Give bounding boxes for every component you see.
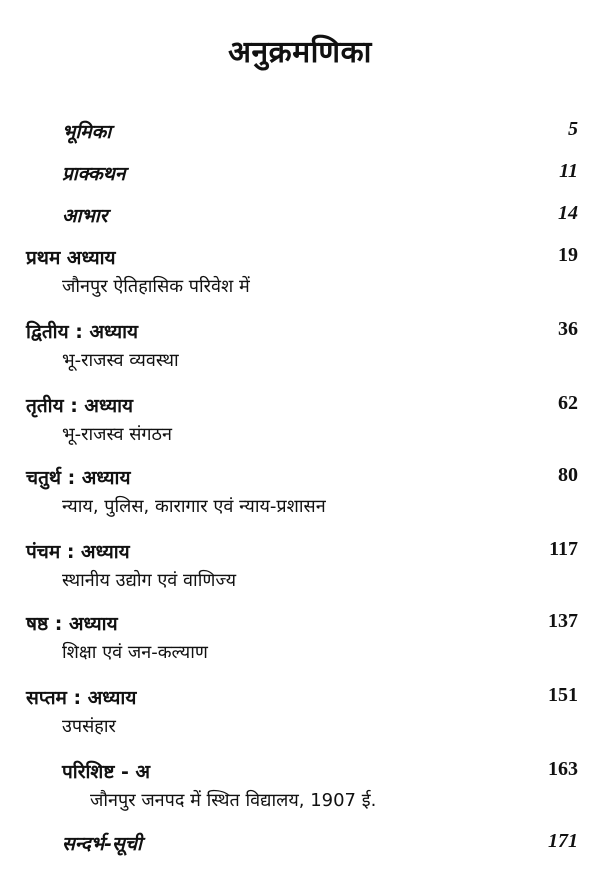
- chapter-subtitle-row: [0, 348, 600, 374]
- chapter-label: पंचम : अध्याय: [26, 541, 130, 563]
- chapter-subtitle: भू-राजस्व संगठन: [62, 424, 173, 445]
- toc-chapter-4: [0, 464, 600, 490]
- entry-page: 5: [568, 118, 578, 140]
- chapter-page: 151: [548, 684, 578, 706]
- toc-entry-bhumika: [0, 118, 600, 144]
- chapter-subtitle: उपसंहार: [62, 716, 116, 737]
- chapter-subtitle-row: [0, 640, 600, 666]
- chapter-subtitle-row: [0, 494, 600, 520]
- entry-label: भूमिका: [62, 121, 112, 143]
- chapter-subtitle: स्थानीय उद्योग एवं वाणिज्य: [62, 570, 237, 591]
- appendix-page: 163: [548, 758, 578, 780]
- entry-page: 11: [559, 160, 578, 182]
- toc-chapter-3: [0, 392, 600, 418]
- chapter-subtitle: जौनपुर ऐतिहासिक परिवेश में: [62, 276, 250, 297]
- toc-chapter-7: [0, 684, 600, 710]
- chapter-subtitle-row: [0, 714, 600, 740]
- references-page: 171: [548, 830, 578, 852]
- toc-chapter-5: [0, 538, 600, 564]
- appendix-subtitle-row: [0, 788, 600, 814]
- entry-label: आभार: [62, 205, 108, 227]
- chapter-page: 137: [548, 610, 578, 632]
- chapter-subtitle-row: [0, 422, 600, 448]
- chapter-page: 19: [558, 244, 578, 266]
- toc-chapter-2: [0, 318, 600, 344]
- chapter-page: 117: [549, 538, 578, 560]
- chapter-page: 36: [558, 318, 578, 340]
- chapter-label: तृतीय : अध्याय: [26, 395, 134, 417]
- chapter-subtitle: भू-राजस्व व्यवस्था: [62, 350, 179, 371]
- chapter-label: प्रथम अध्याय: [26, 247, 116, 269]
- appendix-subtitle: जौनपुर जनपद में स्थित विद्यालय, 1907 ई.: [90, 790, 377, 811]
- chapter-subtitle: न्याय, पुलिस, कारागार एवं न्याय-प्रशासन: [62, 496, 326, 517]
- appendix-label: परिशिष्ट - अ: [62, 761, 151, 783]
- chapter-label: षष्ठ : अध्याय: [26, 613, 118, 635]
- toc-chapter-1: [0, 244, 600, 270]
- chapter-subtitle: शिक्षा एवं जन-कल्याण: [62, 642, 208, 663]
- toc-entry-prakkathan: [0, 160, 600, 186]
- chapter-label: सप्तम : अध्याय: [26, 687, 137, 709]
- toc-entry-aabhar: [0, 202, 600, 228]
- entry-page: 14: [558, 202, 578, 224]
- chapter-subtitle-row: [0, 568, 600, 594]
- references-label: सन्दर्भ-सूची: [62, 833, 142, 855]
- toc-references: [0, 830, 600, 856]
- chapter-page: 62: [558, 392, 578, 414]
- chapter-label: चतुर्थ : अध्याय: [26, 467, 131, 489]
- toc-chapter-6: [0, 610, 600, 636]
- toc-appendix: [0, 758, 600, 784]
- entry-label: प्राक्कथन: [62, 163, 126, 185]
- chapter-label: द्वितीय : अध्याय: [26, 321, 139, 343]
- chapter-subtitle-row: [0, 274, 600, 300]
- page-title: अनुक्रमणिका: [228, 35, 372, 70]
- chapter-page: 80: [558, 464, 578, 486]
